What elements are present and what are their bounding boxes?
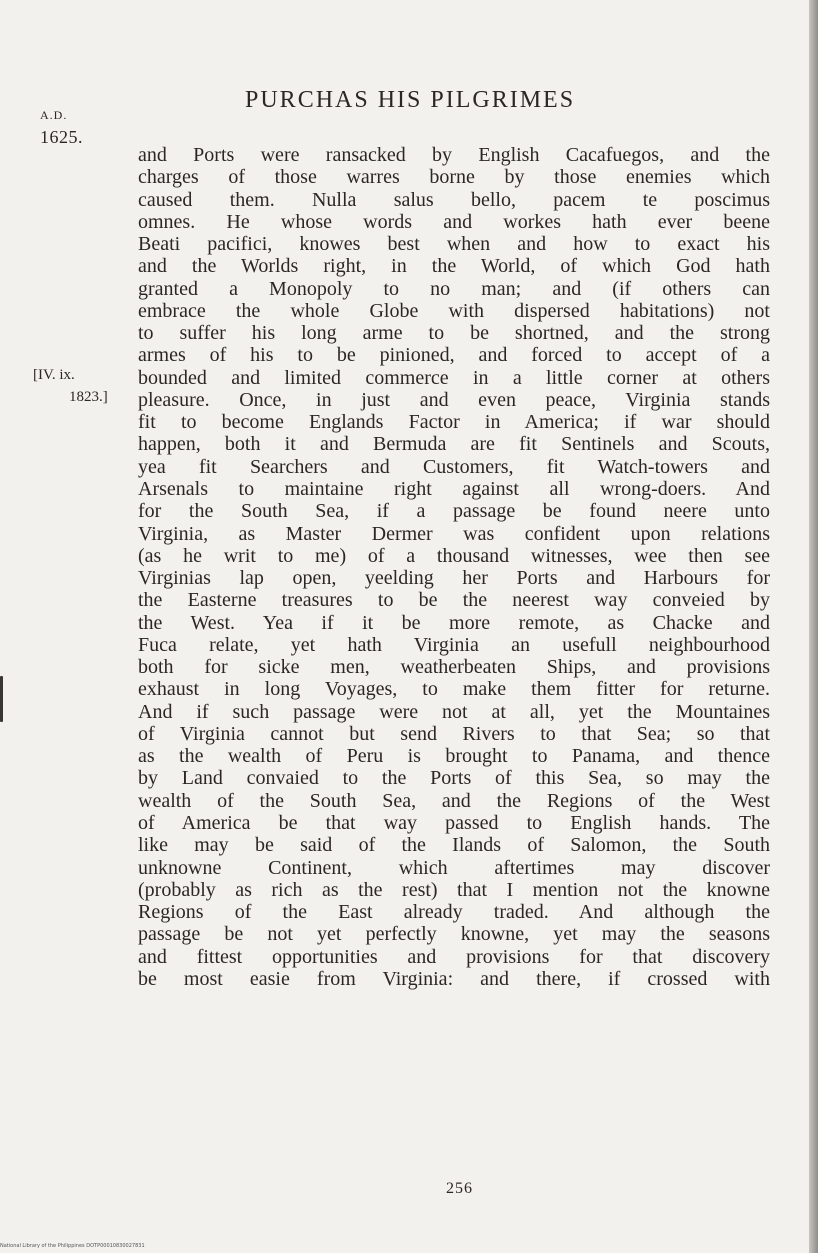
text-line: of Virginia cannot but send Rivers to that Sea; so that: [138, 722, 770, 745]
text-line: Virginia, as Master Dermer was confident upon relations: [138, 522, 770, 545]
text-line: to suffer his long arme to be shortned, and the strong: [138, 322, 770, 345]
left-edge-mark: [0, 676, 3, 722]
page-edge-shadow: [809, 0, 818, 1253]
text-line: (probably as rich as the rest) that I mention not the knowne: [138, 878, 770, 901]
body-text: [138, 144, 770, 990]
text-line: omnes. He whose words and workes hath ever beene: [138, 210, 770, 233]
text-line: happen, both it and Bermuda are fit Sentinels and Scouts,: [138, 433, 770, 456]
margin-note-line-1: [IV. ix.: [33, 367, 75, 383]
text-line: of America be that way passed to English hands. The: [138, 811, 770, 834]
text-line: charges of those warres borne by those enemies which: [138, 166, 770, 189]
text-line: Beati pacifici, knowes best when and how to exact his: [138, 233, 770, 256]
text-line: caused them. Nulla salus bello, pacem te poscimus: [138, 188, 770, 211]
text-line: and the Worlds right, in the World, of which God hath: [138, 255, 770, 278]
page-number: 256: [446, 1180, 473, 1197]
text-line: and Ports were ransacked by English Cacafuegos, and the: [138, 144, 770, 166]
text-line: And if such passage were not at all, yet the Mountaines: [138, 700, 770, 723]
text-line: embrace the whole Globe with dispersed habitations) not: [138, 299, 770, 322]
text-line: passage be not yet perfectly knowne, yet may the seasons: [138, 923, 770, 946]
text-line: and fittest opportunities and provisions for that discovery: [138, 945, 770, 968]
text-line: yea fit Searchers and Customers, fit Watch-towers and: [138, 455, 770, 478]
text-line: for the South Sea, if a passage be found neere unto: [138, 500, 770, 523]
ad-label: A.D.: [40, 108, 68, 122]
margin-note: [33, 364, 108, 408]
text-line: both for sicke men, weatherbeaten Ships, and provisions: [138, 656, 770, 679]
text-line: Fuca relate, yet hath Virginia an usefull neighbourhood: [138, 633, 770, 656]
text-line: be most easie from Virginia: and there, if crossed with: [138, 967, 770, 990]
library-footer: National Library of the Philippines DOTP00010830027831: [0, 1243, 145, 1249]
text-line: armes of his to be pinioned, and forced to accept of a: [138, 344, 770, 367]
text-line: as the wealth of Peru is brought to Panama, and thence: [138, 745, 770, 768]
year-label: 1625.: [40, 127, 83, 147]
text-line: Regions of the East already traded. And although the: [138, 901, 770, 924]
text-line: like may be said of the Ilands of Salomon, the South: [138, 834, 770, 857]
text-line: unknowne Continent, which aftertimes may discover: [138, 856, 770, 879]
text-line: wealth of the South Sea, and the Regions of the West: [138, 789, 770, 812]
text-line: the West. Yea if it be more remote, as Chacke and: [138, 611, 770, 634]
text-line: Virginias lap open, yeelding her Ports and Harbours for: [138, 567, 770, 590]
text-line: Arsenals to maintaine right against all wrong-doers. And: [138, 477, 770, 500]
text-line: the Easterne treasures to be the neerest way conveied by: [138, 589, 770, 612]
text-line: pleasure. Once, in just and even peace, Virginia stands: [138, 388, 770, 411]
text-line: (as he writ to me) of a thousand witnesses, wee then see: [138, 544, 770, 567]
header-date: [40, 104, 83, 148]
text-line: by Land convaied to the Ports of this Sea, so may the: [138, 767, 770, 790]
text-line: exhaust in long Voyages, to make them fitter for returne.: [138, 678, 770, 701]
running-title: PURCHAS HIS PILGRIMES: [245, 87, 576, 113]
text-line: fit to become Englands Factor in America; if war should: [138, 411, 770, 434]
text-line: bounded and limited commerce in a little corner at others: [138, 366, 770, 389]
text-line: granted a Monopoly to no man; and (if others can: [138, 277, 770, 300]
margin-note-line-2: 1823.]: [69, 389, 108, 405]
